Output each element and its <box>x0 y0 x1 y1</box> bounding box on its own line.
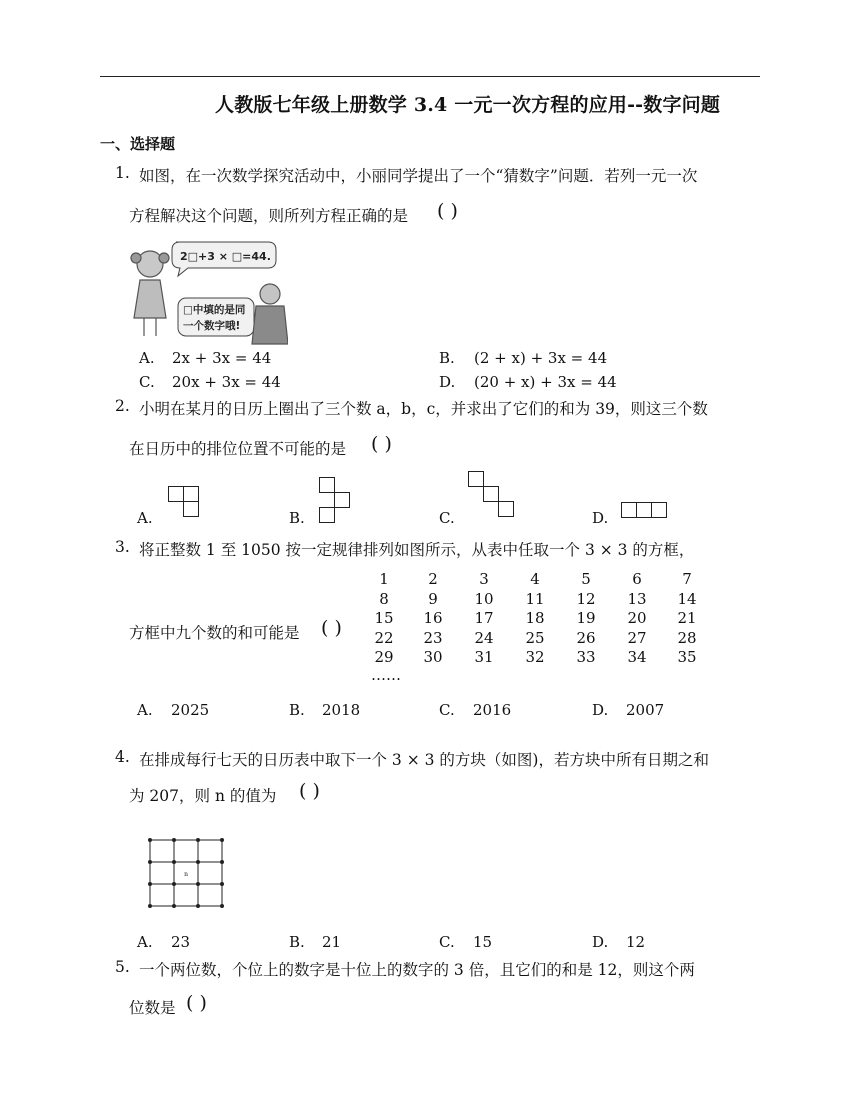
q2-option-c-label: C. <box>439 509 455 527</box>
header-rule <box>100 76 760 77</box>
table-cell: 6 <box>632 570 642 588</box>
table-cell: 15 <box>374 609 394 627</box>
table-cell: 25 <box>525 628 545 647</box>
table-cell: 5 <box>581 570 591 588</box>
table-cell: 2 <box>428 570 438 588</box>
table-cell: 8 <box>379 589 389 608</box>
q3-option-d-text: 2007 <box>626 701 665 719</box>
q2-answer-paren: ( ) <box>371 433 392 455</box>
table-cell: 27 <box>627 628 647 647</box>
q2-line2: 在日历中的排位位置不可能的是 <box>129 440 347 458</box>
q4-number: 4. <box>115 748 130 766</box>
table-cell: 34 <box>627 648 647 666</box>
q3-option-d-label: D. <box>592 701 609 719</box>
q4-option-a-text: 23 <box>171 933 191 951</box>
q4-option-b-text: 21 <box>322 933 342 951</box>
table-cell: 32 <box>525 648 545 666</box>
q4-option-c-label: C. <box>439 933 455 951</box>
table-cell: 18 <box>525 609 545 627</box>
q5-line2: 位数是 <box>129 999 176 1017</box>
q4-line1: 在排成每行七天的日历表中取下一个 3 × 3 的方块（如图)，若方块中所有日期之和 <box>139 751 709 769</box>
section-heading: 一、选择题 <box>100 135 176 153</box>
q5-number: 5. <box>115 958 130 976</box>
q2-figure-a <box>168 486 200 518</box>
q1-option-b-text: (2 + x) + 3x = 44 <box>474 349 608 367</box>
q3-number: 3. <box>115 538 130 556</box>
table-cell: 10 <box>474 589 494 608</box>
table-cell: 16 <box>423 609 443 627</box>
table-cell: 17 <box>474 609 494 627</box>
q2-option-a-label: A. <box>137 509 153 527</box>
q3-line1: 将正整数 1 至 1050 按一定规律排列如图所示，从表中任取一个 3 × 3 的方框， <box>139 541 695 559</box>
table-cell: 3 <box>479 570 489 588</box>
bubble1-text: 2□+3 × □=44. <box>180 250 271 263</box>
q1-option-d-text: (20 + x) + 3x = 44 <box>474 373 617 391</box>
q2-line1: 小明在某月的日历上圈出了三个数 a，b，c，并求出了它们的和为 39，则这三个数 <box>139 400 708 418</box>
table-cell: 28 <box>677 628 697 647</box>
q5-answer-paren: ( ) <box>186 992 207 1014</box>
q2-option-d-label: D. <box>592 509 609 527</box>
table-cell: 35 <box>677 648 697 666</box>
q4-answer-paren: ( ) <box>299 780 320 802</box>
table-cell: 24 <box>474 628 494 647</box>
q3-option-a-text: 2025 <box>171 701 210 719</box>
table-cell: 13 <box>627 589 647 608</box>
table-cell: 26 <box>576 628 596 647</box>
q3-option-b-label: B. <box>289 701 305 719</box>
q1-option-c-text: 20x + 3x = 44 <box>172 373 281 391</box>
table-cell: 12 <box>576 589 596 608</box>
table-cell: 11 <box>525 589 545 608</box>
table-cell: 21 <box>677 609 697 627</box>
table-cell: 19 <box>576 609 596 627</box>
q3-answer-paren: ( ) <box>321 617 342 639</box>
table-cell: 4 <box>530 570 540 588</box>
q4-option-d-text: 12 <box>626 933 646 951</box>
q3-line2: 方框中九个数的和可能是 <box>129 624 300 642</box>
q1-answer-paren: ( ) <box>437 200 458 222</box>
bubble2-text-b: 一个数字哦! <box>183 320 241 332</box>
q4-option-d-label: D. <box>592 933 609 951</box>
q1-line2: 方程解决这个问题，则所列方程正确的是 <box>129 207 409 225</box>
q3-option-a-label: A. <box>137 701 153 719</box>
q5-line1: 一个两位数，个位上的数字是十位上的数字的 3 倍，且它们的和是 12，则这个两 <box>139 961 695 979</box>
q2-figure-b <box>319 477 353 523</box>
table-cell: 14 <box>677 589 697 608</box>
q1-option-b-label: B. <box>439 349 455 367</box>
q4-calendar-grid <box>146 836 226 910</box>
q4-option-b-label: B. <box>289 933 305 951</box>
q2-number: 2. <box>115 397 130 415</box>
q3-option-b-text: 2018 <box>322 701 361 719</box>
table-cell: 9 <box>428 589 438 608</box>
q3-option-c-text: 2016 <box>473 701 512 719</box>
table-cell: 20 <box>627 609 647 627</box>
table-cell: 30 <box>423 648 443 666</box>
table-cell: 1 <box>379 570 389 588</box>
q1-option-c-label: C. <box>139 373 155 391</box>
grid-center-n: n <box>184 871 188 878</box>
table-cell: 22 <box>374 628 394 647</box>
q4-line2: 为 207，则 n 的值为 <box>129 787 277 805</box>
q1-illustration <box>128 236 288 346</box>
q1-line1: 如图，在一次数学探究活动中，小丽同学提出了一个“猜数字”问题．若列一元一次 <box>139 167 698 185</box>
q4-option-a-label: A. <box>137 933 153 951</box>
q1-option-a-text: 2x + 3x = 44 <box>172 349 272 367</box>
q3-ellipsis: …… <box>371 666 401 684</box>
q4-option-c-text: 15 <box>473 933 493 951</box>
page-title: 人教版七年级上册数学 3.4 一元一次方程的应用--数字问题 <box>215 94 721 116</box>
table-cell: 7 <box>682 570 692 588</box>
table-cell: 29 <box>374 648 394 666</box>
table-cell: 31 <box>474 648 494 666</box>
q2-figure-d <box>621 502 667 520</box>
q1-number: 1. <box>115 164 130 182</box>
table-cell: 23 <box>423 628 443 647</box>
table-cell: 33 <box>576 648 596 666</box>
bubble2-text-a: □中填的是同 <box>183 304 246 316</box>
q1-option-a-label: A. <box>139 349 155 367</box>
q3-option-c-label: C. <box>439 701 455 719</box>
q2-figure-c <box>468 471 516 519</box>
q2-option-b-label: B. <box>289 509 305 527</box>
q1-option-d-label: D. <box>439 373 456 391</box>
